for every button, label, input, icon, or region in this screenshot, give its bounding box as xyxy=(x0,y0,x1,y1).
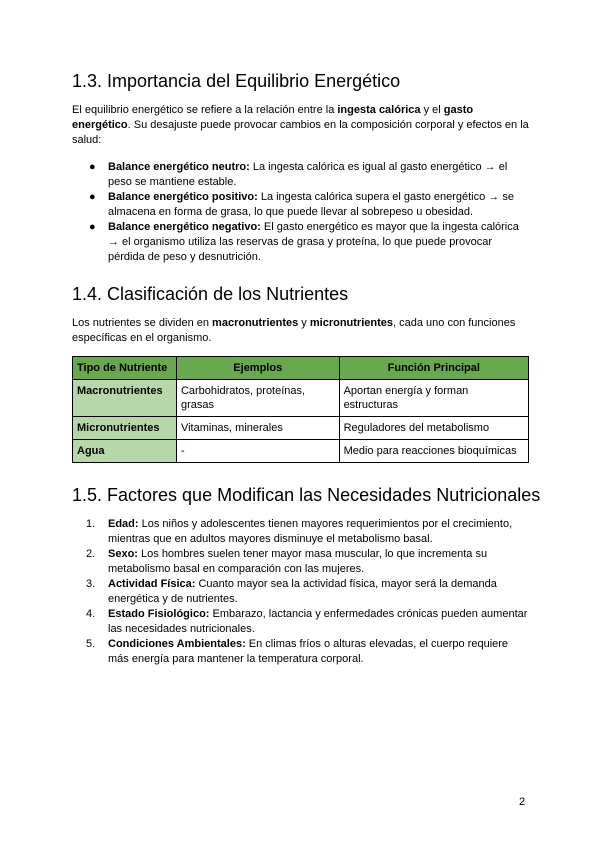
list-number: 3. xyxy=(86,578,96,590)
list-item-text: La ingesta calórica es igual al gasto energético → el peso se mantiene estable. xyxy=(108,161,508,188)
bullet-icon: ● xyxy=(89,221,96,233)
table-row-header: Agua xyxy=(73,440,177,463)
list-item-label: Edad: xyxy=(108,518,139,530)
table-header-cell: Función Principal xyxy=(339,357,528,380)
text-run: y xyxy=(298,317,310,329)
factors-list xyxy=(72,517,530,667)
list-item-label: Condiciones Ambientales: xyxy=(108,638,246,650)
text-run: y el xyxy=(420,104,444,116)
list-item-text: Cuanto mayor sea la actividad física, mayor será la demanda energética y de nutrientes. xyxy=(108,578,497,605)
list-item-label: Balance energético positivo: xyxy=(108,191,258,203)
list-item-text: Los niños y adolescentes tienen mayores requerimientos por el crecimiento, mientras que en adultos mayores disminuye el metabolismo basal. xyxy=(108,518,513,545)
section-heading-1-5: 1.5. Factores que Modifican las Necesidades Nutricionales xyxy=(72,485,541,505)
list-item-label: Actividad Física: xyxy=(108,578,196,590)
text-run: . Su desajuste puede provocar cambios en la composición corporal y efectos en la salud: xyxy=(72,119,529,146)
table-row xyxy=(73,417,529,440)
table-row-header: Micronutrientes xyxy=(73,417,177,440)
table-cell: - xyxy=(176,440,339,463)
page-number: 2 xyxy=(519,796,526,808)
section-1-3-intro xyxy=(72,103,530,148)
bullet-icon: ● xyxy=(89,161,96,173)
nutrient-table xyxy=(72,356,529,463)
text-run: , cada uno con funciones específicas en el organismo. xyxy=(72,317,516,344)
table-cell: Carbohidratos, proteínas, grasas xyxy=(176,380,339,417)
table-row-header: Macronutrientes xyxy=(73,380,177,417)
list-item-text: Los hombres suelen tener mayor masa muscular, lo que incrementa su metabolismo basal en comparación con las mujeres. xyxy=(108,548,488,575)
list-item xyxy=(72,547,530,577)
list-item-text: Embarazo, lactancia y enfermedades crónicas pueden aumentar las necesidades nutricionales. xyxy=(108,608,528,635)
list-item-label: Estado Fisiológico: xyxy=(108,608,210,620)
list-item xyxy=(72,607,530,637)
list-item xyxy=(72,517,530,547)
table-row xyxy=(73,440,529,463)
list-number: 2. xyxy=(86,548,96,560)
table-cell: Vitaminas, minerales xyxy=(176,417,339,440)
table-cell: Aportan energía y forman estructuras xyxy=(339,380,528,417)
bold-term: macronutrientes xyxy=(212,317,299,329)
bold-term: gasto energético xyxy=(72,104,474,131)
list-item-text: En climas fríos o alturas elevadas, el cuerpo requiere más energía para mantener la temperatura corporal. xyxy=(108,638,509,665)
table-row xyxy=(73,380,529,417)
table-header-cell: Tipo de Nutriente xyxy=(73,357,177,380)
list-item-text: La ingesta calórica supera el gasto energético → se almacena en forma de grasa, lo que puede llevar al sobrepeso u obesidad. xyxy=(108,191,514,218)
energy-balance-list xyxy=(72,160,530,265)
text-run: Los nutrientes se dividen en xyxy=(72,317,213,329)
list-item-label: Sexo: xyxy=(108,548,138,560)
bold-term: ingesta calórica xyxy=(337,104,421,116)
bullet-icon: ● xyxy=(89,191,96,203)
table-header-cell: Ejemplos xyxy=(176,357,339,380)
list-number: 1. xyxy=(86,518,96,530)
table-header-row xyxy=(73,357,529,380)
list-item xyxy=(72,190,530,220)
section-heading-1-4: 1.4. Clasificación de los Nutrientes xyxy=(72,284,349,304)
list-number: 5. xyxy=(86,638,96,650)
list-item-label: Balance energético negativo: xyxy=(108,221,261,233)
text-run: El equilibrio energético se refiere a la relación entre la xyxy=(72,104,338,116)
list-item-label: Balance energético neutro: xyxy=(108,161,250,173)
table-cell: Reguladores del metabolismo xyxy=(339,417,528,440)
table-cell: Medio para reacciones bioquímicas xyxy=(339,440,528,463)
list-item xyxy=(72,577,530,607)
section-heading-1-3: 1.3. Importancia del Equilibrio Energético xyxy=(72,71,401,91)
list-item xyxy=(72,160,530,190)
list-item xyxy=(72,220,530,265)
list-number: 4. xyxy=(86,608,96,620)
list-item xyxy=(72,637,530,667)
section-1-4-intro xyxy=(72,316,530,346)
list-item-text: El gasto energético es mayor que la ingesta calórica → el organismo utiliza las reservas de grasa y proteína, lo que puede provocar pérdida de peso y desnutrición. xyxy=(108,221,519,263)
bold-term: micronutrientes xyxy=(309,317,394,329)
